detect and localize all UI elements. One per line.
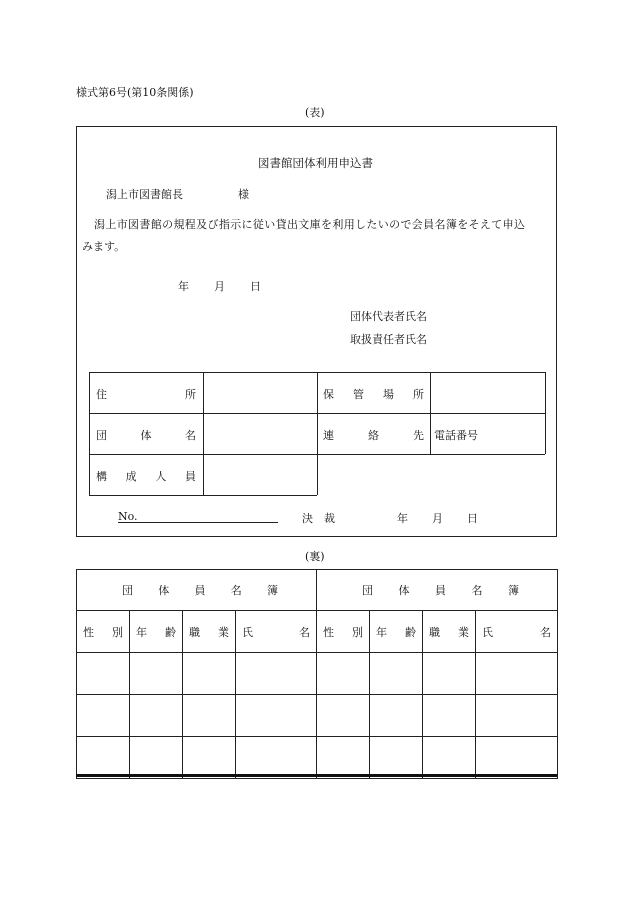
member-roster-table [76,569,558,779]
no-label: No. [118,510,138,523]
table-cell[interactable] [236,695,317,737]
decision-year: 年 [397,512,408,525]
table-cell[interactable] [423,653,476,695]
table-cell[interactable] [370,653,423,695]
label-contact: 連 絡 先 [323,429,424,442]
back-label: (裏) [305,550,325,563]
table-cell[interactable] [317,737,370,779]
grid-line [89,495,317,496]
date-year: 年 [178,280,189,293]
label-address: 住 所 [96,388,196,401]
table-cell[interactable] [130,737,183,779]
table-cell[interactable] [183,737,236,779]
group-name-field[interactable] [204,414,316,453]
storage-field[interactable] [431,373,544,412]
table-row [77,695,558,737]
form-title: 図書館団体利用申込書 [258,156,373,170]
label-storage: 保 管 場 所 [323,388,424,401]
table-cell[interactable] [77,653,130,695]
roster-title-right: 団 体 員 名 簿 [317,570,558,611]
address-field[interactable] [204,373,316,412]
label-members: 構 成 人 員 [96,470,196,483]
table-cell[interactable] [183,695,236,737]
table-cell[interactable] [476,653,558,695]
table-cell[interactable] [236,737,317,779]
table-cell[interactable] [370,737,423,779]
phone-field[interactable] [490,414,544,453]
label-group-name: 団 体 名 [96,429,196,442]
no-underline[interactable] [118,522,278,523]
date-month: 月 [214,280,225,293]
table-cell[interactable] [423,695,476,737]
date-day: 日 [250,280,261,293]
grid-line [89,372,90,495]
table-cell[interactable] [236,653,317,695]
table-bottom-rule [76,774,557,777]
roster-title-left: 団 体 員 名 簿 [77,570,317,611]
col-job: 職 業 [423,611,476,653]
manager-label: 取扱責任者氏名 [350,333,427,346]
table-cell[interactable] [317,695,370,737]
body-line-1: 潟上市図書館の規程及び指示に従い貸出文庫を利用したいので会員名簿をそえて申込 [94,218,526,231]
table-row [77,737,558,779]
representative-label: 団体代表者氏名 [350,310,427,323]
honorific: 様 [238,188,249,201]
table-cell[interactable] [476,737,558,779]
col-gender: 性 別 [317,611,370,653]
table-cell[interactable] [130,695,183,737]
table-row [77,653,558,695]
phone-label: 電話番号 [434,429,478,442]
col-name: 氏 名 [476,611,558,653]
col-name: 氏 名 [236,611,317,653]
col-job: 職 業 [183,611,236,653]
decision-2: 裁 [324,512,335,525]
form-number: 様式第6号(第10条関係) [76,86,194,99]
decision-day: 日 [467,512,478,525]
table-cell[interactable] [476,695,558,737]
col-gender: 性 別 [77,611,130,653]
body-line-2: みます。 [82,240,126,253]
grid-line [545,372,546,454]
decision-1: 決 [302,512,313,525]
front-label: (表) [305,106,325,119]
members-count-field[interactable] [204,455,316,494]
table-cell[interactable] [317,653,370,695]
table-cell[interactable] [77,737,130,779]
addressee: 潟上市図書館長 [106,188,183,201]
col-age: 年 齢 [130,611,183,653]
table-cell[interactable] [130,653,183,695]
grid-line [317,372,318,495]
table-cell[interactable] [370,695,423,737]
table-cell[interactable] [77,695,130,737]
col-age: 年 齢 [370,611,423,653]
decision-month: 月 [432,512,443,525]
table-cell[interactable] [183,653,236,695]
table-cell[interactable] [423,737,476,779]
